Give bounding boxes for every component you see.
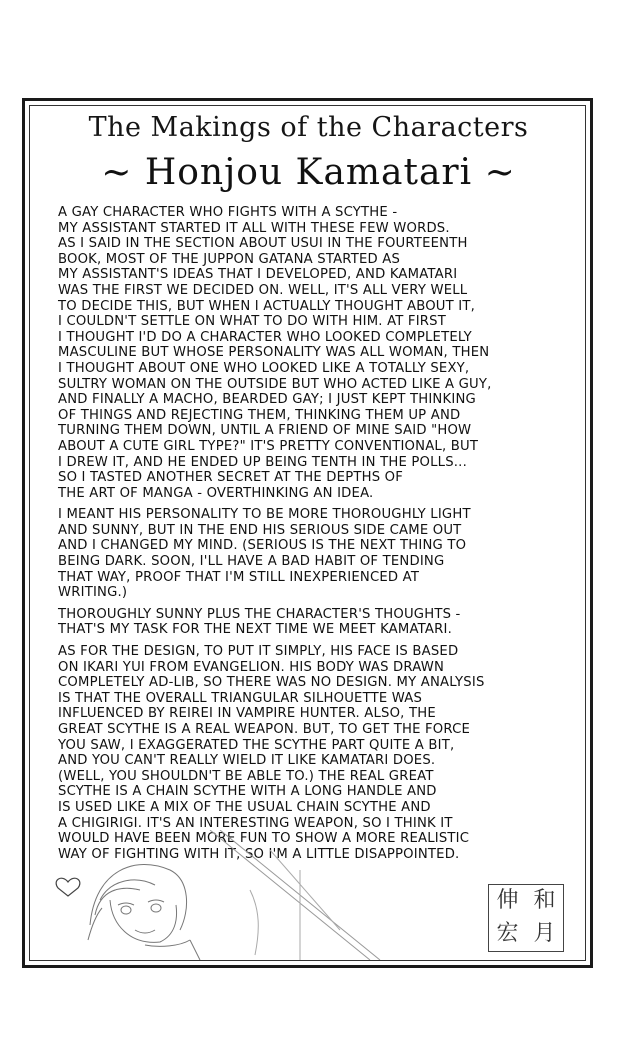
text-line: OF THINGS AND REJECTING THEM, THINKING THEM UP AND [58,407,461,423]
text-line: BEING DARK. SOON, I'LL HAVE A BAD HABIT OF TENDING [58,554,445,570]
text-line: AND SUNNY, BUT IN THE END HIS SERIOUS SIDE CAME OUT [58,522,462,538]
body-text [58,205,558,868]
text-line: ABOUT A CUTE GIRL TYPE?" IT'S PRETTY CONVENTIONAL, BUT [58,438,479,454]
text-line: MY ASSISTANT'S IDEAS THAT I DEVELOPED, AND KAMATARI [58,267,458,283]
text-line: WAY OF FIGHTING WITH IT, SO I'M A LITTLE DISAPPOINTED. [58,846,460,862]
text-line: AS I SAID IN THE SECTION ABOUT USUI IN THE FOURTEENTH [58,236,468,252]
text-line: MASCULINE BUT WHOSE PERSONALITY WAS ALL WOMAN, THEN [58,345,490,361]
stamp-char: 宏 [496,921,519,946]
text-line: I DREW IT, AND HE ENDED UP BEING TENTH IN THE POLLS... [58,454,467,470]
text-line: INFLUENCED BY REIREI IN VAMPIRE HUNTER. ALSO, THE [58,706,436,722]
text-line: SCYTHE IS A CHAIN SCYTHE WITH A LONG HANDLE AND [58,784,437,800]
text-line: BOOK, MOST OF THE JUPPON GATANA STARTED AS [58,251,401,267]
paragraph [58,507,558,601]
text-line: THE ART OF MANGA - OVERTHINKING AN IDEA. [58,485,374,501]
text-line: YOU SAW, I EXAGGERATED THE SCYTHE PART QUITE A BIT, [58,737,455,753]
text-line: WAS THE FIRST WE DECIDED ON. WELL, IT'S ALL VERY WELL [58,282,468,298]
text-line: COMPLETELY AD-LIB, SO THERE WAS NO DESIGN. MY ANALYSIS [58,675,485,691]
stamp-char: 和 [533,888,556,913]
text-line: THOROUGHLY SUNNY PLUS THE CHARACTER'S THOUGHTS - [58,606,461,622]
text-line: I MEANT HIS PERSONALITY TO BE MORE THOROUGHLY LIGHT [58,507,471,523]
text-line: AND FINALLY A MACHO, BEARDED GAY; I JUST KEPT THINKING [58,392,476,408]
text-line: TURNING THEM DOWN, UNTIL A FRIEND OF MINE SAID "HOW [58,423,472,439]
text-line: I THOUGHT I'D DO A CHARACTER WHO LOOKED COMPLETELY [58,329,472,345]
artist-seal-stamp [488,884,564,952]
page-title: The Makings of the Characters [88,112,529,143]
text-line: IS USED LIKE A MIX OF THE USUAL CHAIN SCYTHE AND [58,799,431,815]
text-line: THAT'S MY TASK FOR THE NEXT TIME WE MEET KAMATARI. [58,622,452,638]
stamp-char: 月 [533,921,556,946]
text-line: (WELL, YOU SHOULDN'T BE ABLE TO.) THE REAL GREAT [58,768,434,784]
paragraph [58,607,558,638]
text-line: TO DECIDE THIS, BUT WHEN I ACTUALLY THOUGHT ABOUT IT, [58,298,476,314]
text-line: WOULD HAVE BEEN MORE FUN TO SHOW A MORE REALISTIC [58,831,470,847]
text-line: I COULDN'T SETTLE ON WHAT TO DO WITH HIM. AT FIRST [58,314,446,330]
stamp-char: 伸 [496,888,519,913]
text-line: GREAT SCYTHE IS A REAL WEAPON. BUT, TO GET THE FORCE [58,722,471,737]
character-sketch-illustration [40,830,510,960]
text-line: A CHIGIRIGI. IT'S AN INTERESTING WEAPON, SO I THINK IT [58,815,453,831]
character-name-subtitle: ~ Honjou Kamatari ~ [101,152,516,193]
text-line: THAT WAY, PROOF THAT I'M STILL INEXPERIENCED AT [58,569,420,585]
text-line: I THOUGHT ABOUT ONE WHO LOOKED LIKE A TOTALLY SEXY, [58,360,470,376]
text-line: A GAY CHARACTER WHO FIGHTS WITH A SCYTHE - [58,205,398,220]
text-line: AND YOU CAN'T REALLY WIELD IT LIKE KAMATARI DOES. [58,753,436,769]
text-line: AND I CHANGED MY MIND. (SERIOUS IS THE NEXT THING TO [58,538,467,554]
paragraph [58,205,558,501]
text-line: AS FOR THE DESIGN, TO PUT IT SIMPLY, HIS FACE IS BASED [58,644,459,660]
text-line: SO I TASTED ANOTHER SECRET AT THE DEPTHS OF [58,470,404,486]
text-line: ON IKARI YUI FROM EVANGELION. HIS BODY WAS DRAWN [58,659,445,675]
text-line: WRITING.) [58,585,128,601]
text-line: SULTRY WOMAN ON THE OUTSIDE BUT WHO ACTED LIKE A GUY, [58,376,492,392]
text-line: IS THAT THE OVERALL TRIANGULAR SILHOUETTE WAS [58,690,423,706]
text-line: MY ASSISTANT STARTED IT ALL WITH THESE FEW WORDS. [58,220,450,236]
